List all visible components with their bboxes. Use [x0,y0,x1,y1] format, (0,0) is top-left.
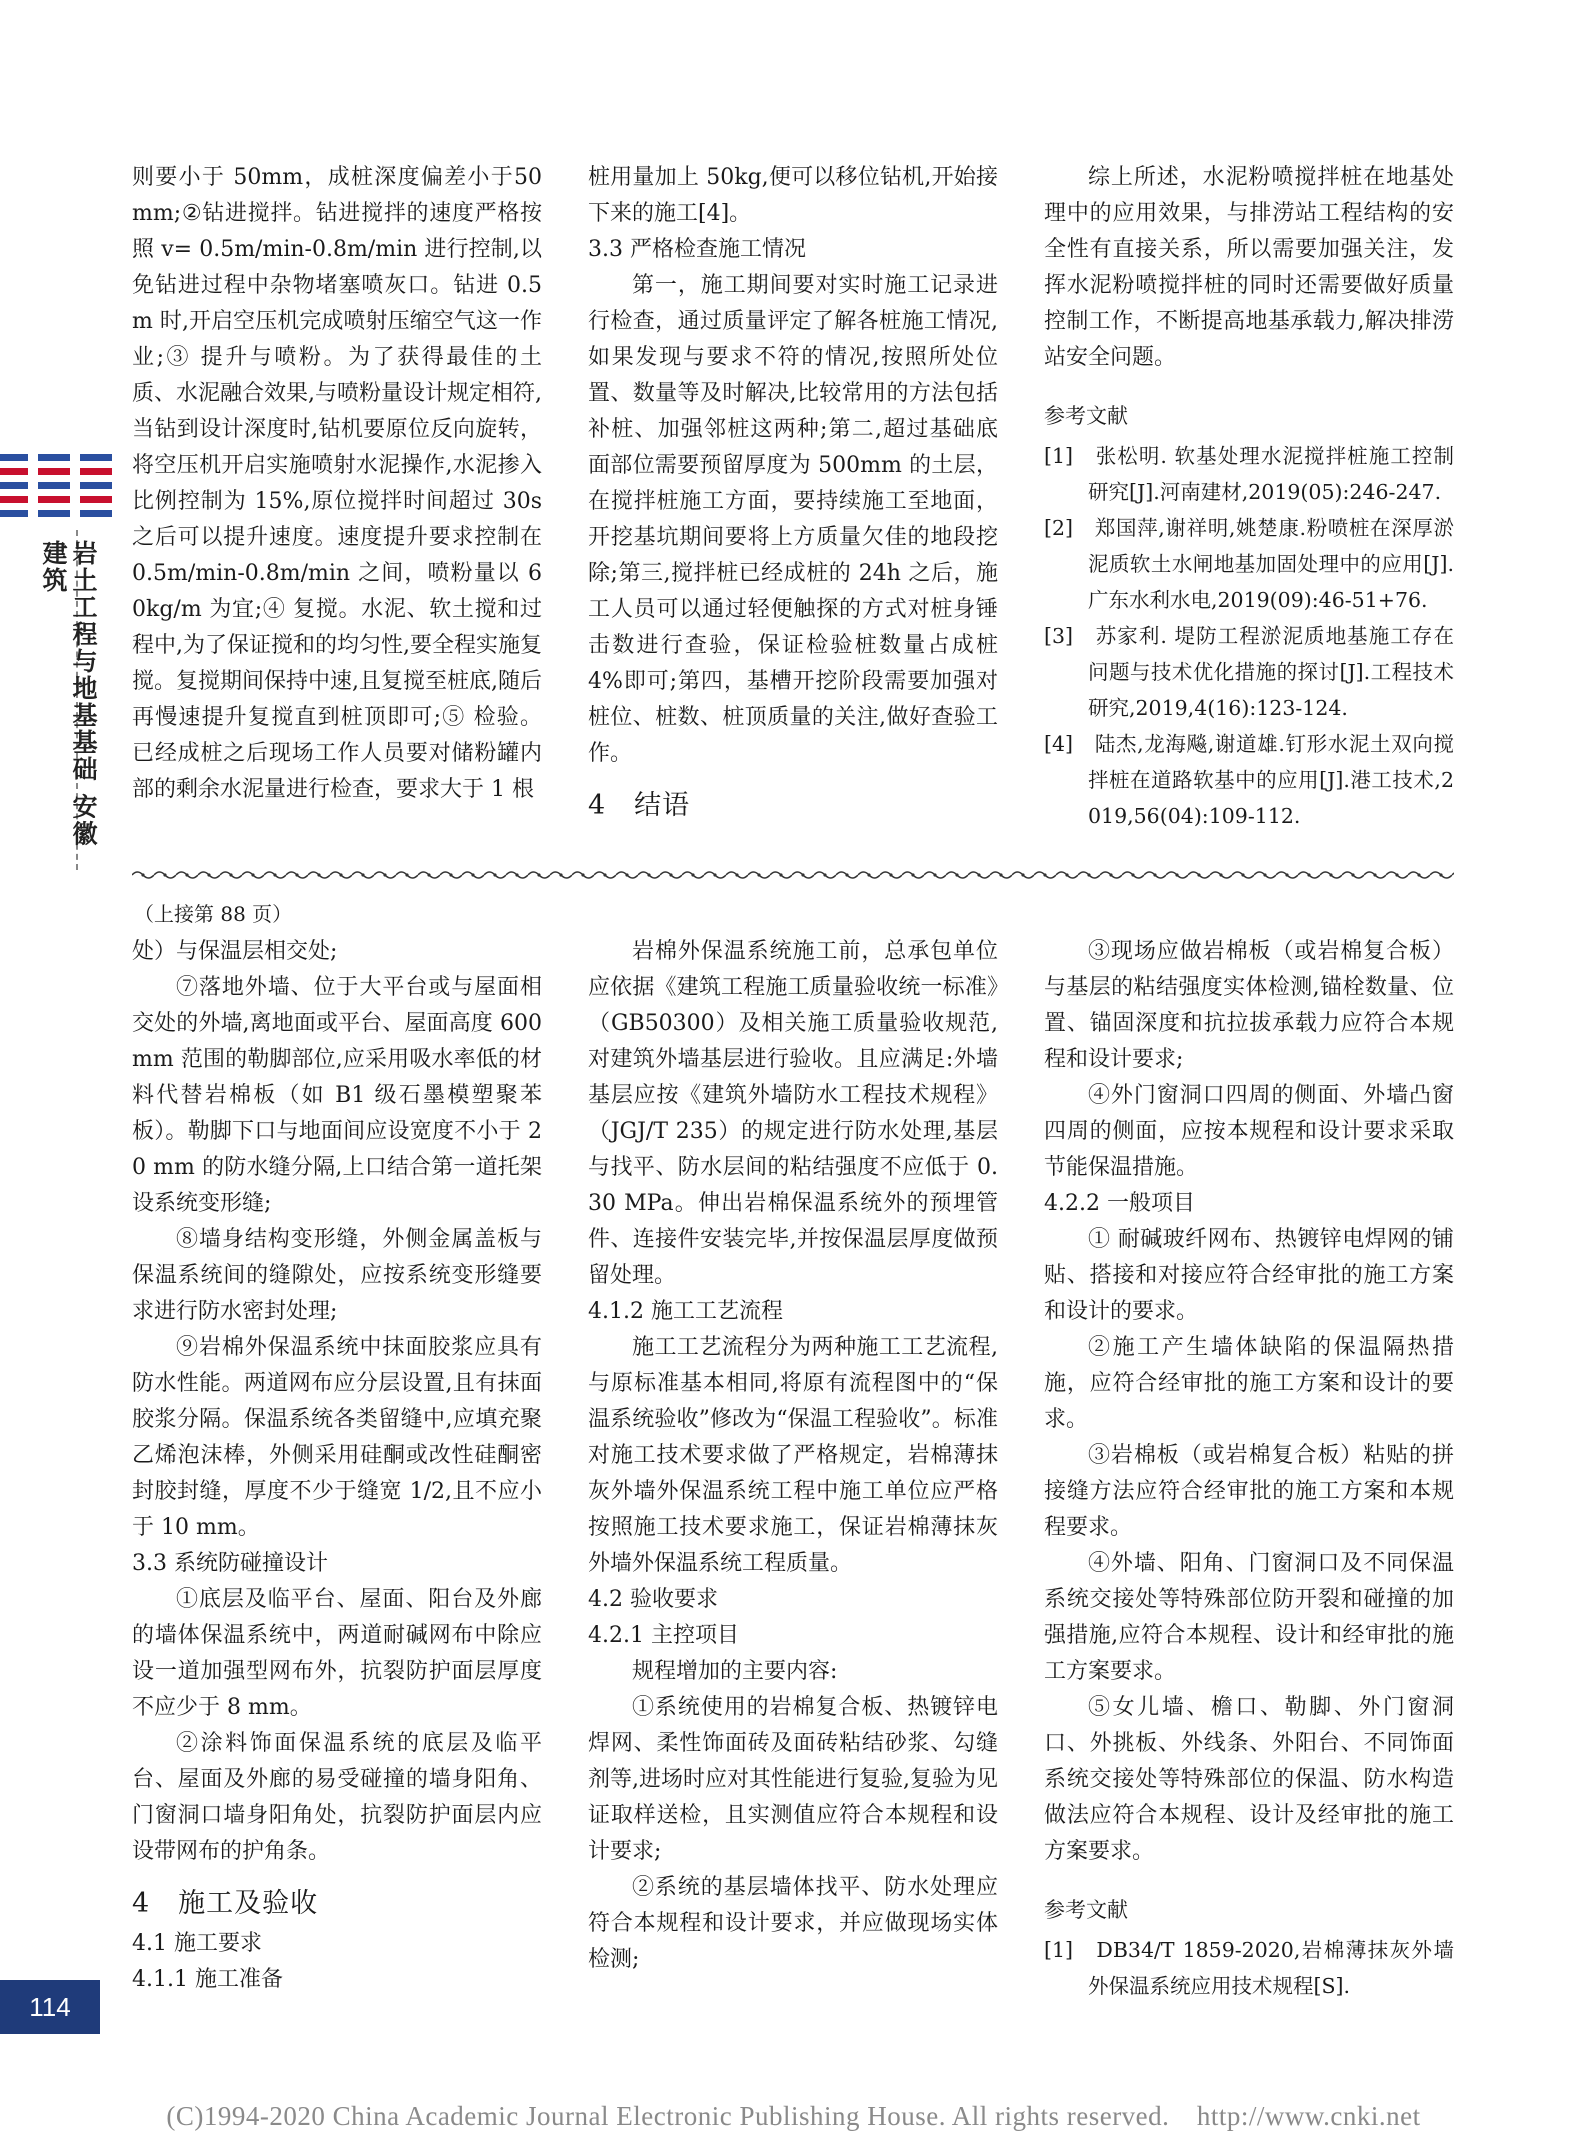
paragraph: 则要小于 50mm，成桩深度偏差小于50mm;②钻进搅拌。钻进搅拌的速度严格按照 v= 0.5m/min-0.8m/min 进行控制,以免钻进过程中杂物堵塞喷灰口。钻进 0.5m 时,开启空压机完成喷射压缩空气这一作业;③ 提升与喷粉。为了获得最佳的土质、水泥融合效果,与喷粉量设计规定相符,当钻到设计深度时,钻机要原位反向旋转，将空压机开启实施喷射水泥操作,水泥掺入比例控制为 15%,原位搅拌时间超过 30s 之后可以提升速度。速度提升要求控制在 0.5m/min-0.8m/min 之间，喷粉量以 60kg/m 为宜;④ 复搅。水泥、软土搅和过程中,为了保证搅和的均匀性,要全程实施复搅。复搅期间保持中速,且复搅至桩底,随后再慢速提升复搅直到桩顶即可;⑤ 检验。已经成桩之后现场工作人员要对储粉罐内部的剩余水泥量进行检查，要求大于 1 根 [132,165,542,802]
reference-item: [1] DB34/T 1859-2020,岩棉薄抹灰外墙外保温系统应用技术规程[S]. [1044,1938,1454,1998]
bottom-column-3 [1044,934,1454,2004]
paragraph: 岩棉外保温系统施工前，总承包单位应依据《建筑工程施工质量验收统一标准》（GB50300）及相关施工质量验收规范,对建筑外墙基层进行验收。且应满足:外墙基层应按《建筑外墙防水工程技术规程》（JGJ/T 235）的规定进行防水处理,基层与找平、防水层间的粘结强度不应低于 0.30 MPa。伸出岩棉保温系统外的预埋管件、连接件安装完毕,并按保温层厚度做预留处理。 [588,939,998,1288]
sidebar-journal-label [34,540,98,860]
reference-item: [1] 张松明. 软基处理水泥搅拌桩施工控制研究[J].河南建材,2019(05):246-247. [1044,444,1454,504]
paragraph: 综上所述，水泥粉喷搅拌桩在地基处理中的应用效果，与排涝站工程结构的安全性有直接关系，所以需要加强关注，发挥水泥粉喷搅拌桩的同时还需要做好质量控制工作，不断提高地基承载力,解决排涝站安全问题。 [1044,165,1454,370]
paragraph: 施工工艺流程分为两种施工工艺流程,与原标准基本相同,将原有流程图中的“保温系统验收”修改为“保温工程验收”。标准对施工技术要求做了严格规定，岩棉薄抹灰外墙外保温系统工程中施工单位应严格按照施工技术要求施工，保证岩棉薄抹灰外墙外保温系统工程质量。 [588,1335,998,1576]
section-heading: 4.2.2 一般项目 [1044,1191,1195,1216]
article-divider [132,868,1454,882]
references-title: 参考文献 [1044,404,1128,428]
section-heading: 4 结语 [588,790,691,821]
section-heading: 3.3 系统防碰撞设计 [132,1551,328,1576]
reference-item: [4] 陆杰,龙海飚,谢道雄.钉形水泥土双向搅拌桩在道路软基中的应用[J].港工技术,2019,56(04):109-112. [1044,732,1454,828]
paragraph: 处）与保温层相交处; [132,939,338,964]
section-heading: 4.1.1 施工准备 [132,1967,283,1992]
top-column-1 [132,160,542,808]
paragraph: ②施工产生墙体缺陷的保温隔热措施，应符合经审批的施工方案和设计的要求。 [1044,1335,1454,1432]
paragraph: 第一，施工期间要对实时施工记录进行检查，通过质量评定了解各桩施工情况,如果发现与要求不符的情况,按照所处位置、数量等及时解决,比较常用的方法包括补桩、加强邻桩这两种;第二,超过基础底面部位需要预留厚度为 500mm 的土层，在搅拌桩施工方面，要持续施工至地面，开挖基坑期间要将上方质量欠佳的地段挖除;第三,搅拌桩已经成桩的 24h 之后，施工人员可以通过轻便触探的方式对桩身锤击数进行查验，保证检验桩数量占成桩 4%即可;第四，基槽开挖阶段需要加强对桩位、桩数、桩顶质量的关注,做好查验工作。 [588,273,998,766]
paragraph: ①系统使用的岩棉复合板、热镀锌电焊网、柔性饰面砖及面砖粘结砂浆、勾缝剂等,进场时应对其性能进行复验,复验为见证取样送检，且实测值应符合本规程和设计要求; [588,1695,998,1864]
section-heading: 3.3 严格检查施工情况 [588,237,806,262]
paragraph: 桩用量加上 50kg,便可以移位钻机,开始接下来的施工[4]。 [588,165,998,226]
page-number: 114 [0,1980,100,2034]
section-heading: 4.2.1 主控项目 [588,1623,739,1648]
paragraph: ⑤女儿墙、檐口、勒脚、外门窗洞口、外挑板、外线条、外阳台、不同饰面系统交接处等特殊部位的保温、防水构造做法应符合本规程、设计及经审批的施工方案要求。 [1044,1695,1454,1864]
reference-item: [3] 苏家利. 堤防工程淤泥质地基施工存在问题与技术优化措施的探讨[J].工程技术研究,2019,4(16):123-124. [1044,624,1454,720]
bottom-column-1 [132,934,542,1998]
section-heading: 4.1.2 施工工艺流程 [588,1299,783,1324]
bottom-column-2 [588,934,998,1978]
section-heading: 4 施工及验收 [132,1888,319,1919]
journal-logo-icon [0,448,112,530]
reference-item: [2] 郑国萍,谢祥明,姚楚康.粉喷桩在深厚淤泥质软土水闸地基加固处理中的应用[J].广东水利水电,2019(09):46-51+76. [1044,516,1454,612]
paragraph: ④外墙、阳角、门窗洞口及不同保温系统交接处等特殊部位防开裂和碰撞的加强措施,应符合本规程、设计和经审批的施工方案要求。 [1044,1551,1454,1684]
paragraph: ②涂料饰面保温系统的底层及临平台、屋面及外廊的易受碰撞的墙身阳角、门窗洞口墙身阳角处，抗裂防护面层内应设带网布的护角条。 [132,1731,542,1864]
paragraph: ③现场应做岩棉板（或岩棉复合板）与基层的粘结强度实体检测,锚栓数量、位置、锚固深度和抗拉拔承载力应符合本规程和设计要求; [1044,939,1454,1072]
copyright-footer: (C)1994-2020 China Academic Journal Electronic Publishing House. All rights reserved. http://www.cnki.net [166,2101,1421,2131]
paragraph: 规程增加的主要内容: [632,1659,838,1684]
journal-name: 岩土工程与地基基础 [69,540,98,783]
section-heading: 4.1 施工要求 [132,1931,262,1956]
paragraph: ⑦落地外墙、位于大平台或与屋面相交处的外墙,离地面或平台、屋面高度 600 mm 范围的勒脚部位,应采用吸水率低的材料代替岩棉板（如 B1 级石墨模塑聚苯板）。勒脚下口与地面间应设宽度不小于 20 mm 的防水缝分隔,上口结合第一道托架设系统变形缝; [132,975,542,1216]
continued-from-note: （上接第 88 页） [134,902,293,926]
references-title: 参考文献 [1044,1898,1128,1922]
paragraph: ②系统的基层墙体找平、防水处理应符合本规程和设计要求，并应做现场实体检测; [588,1875,998,1972]
top-column-3 [1044,160,1454,834]
paragraph: ⑧墙身结构变形缝，外侧金属盖板与保温系统间的缝隙处，应按系统变形缝要求进行防水密封处理; [132,1227,542,1324]
section-heading: 4.2 验收要求 [588,1587,718,1612]
journal-brand: 安徽建筑 [39,540,98,848]
paragraph: ① 耐碱玻纤网布、热镀锌电焊网的铺贴、搭接和对接应符合经审批的施工方案和设计的要求。 [1044,1227,1454,1324]
paragraph: ①底层及临平台、屋面、阳台及外廊的墙体保温系统中，两道耐碱网布中除应设一道加强型网布外，抗裂防护面层厚度不应少于 8 mm。 [132,1587,542,1720]
paragraph: ④外门窗洞口四周的侧面、外墙凸窗四周的侧面，应按本规程和设计要求采取节能保温措施。 [1044,1083,1454,1180]
paragraph: ③岩棉板（或岩棉复合板）粘贴的拼接缝方法应符合经审批的施工方案和本规程要求。 [1044,1443,1454,1540]
paragraph: ⑨岩棉外保温系统中抹面胶浆应具有防水性能。两道网布应分层设置,且有抹面胶浆分隔。保温系统各类留缝中,应填充聚乙烯泡沫棒，外侧采用硅酮或改性硅酮密封胶封缝，厚度不少于缝宽 1/2,且不应小于 10 mm。 [132,1335,542,1540]
top-column-2 [588,160,998,828]
